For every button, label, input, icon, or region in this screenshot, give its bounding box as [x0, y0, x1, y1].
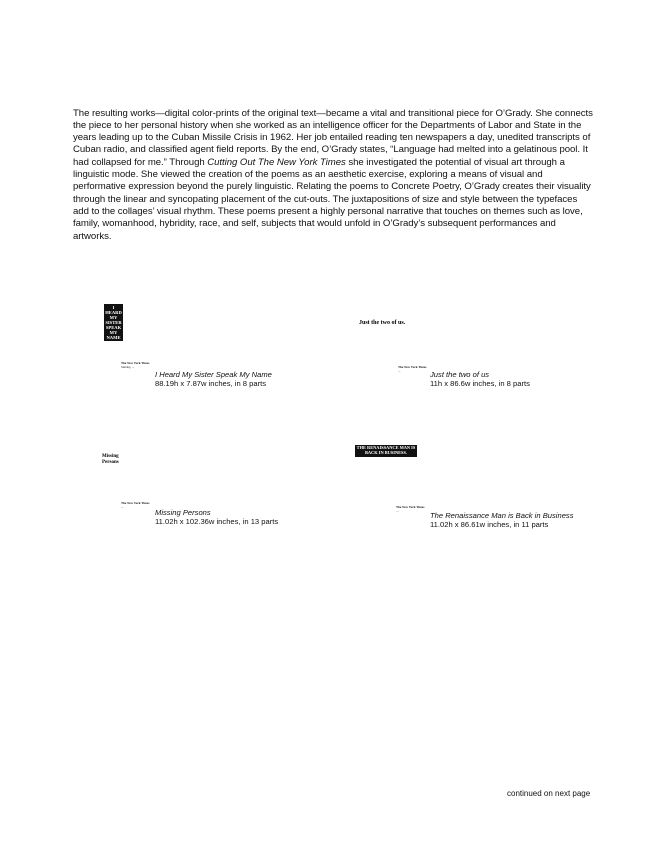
body-paragraph: [73, 108, 593, 243]
artwork-title-4: The Renaissance Man is Back in Business: [430, 511, 574, 520]
artwork-dimensions-1: 88.19h x 7.87w inches, in 8 parts: [155, 379, 267, 389]
masthead-4: The New York Times: [396, 505, 425, 509]
artwork-caption-2: [430, 370, 530, 388]
dateline-1: Sunday, ...: [121, 365, 135, 369]
artwork-title-2: Just the two of us: [430, 370, 490, 379]
clipping-text-2: Just the two of us.: [359, 320, 406, 326]
paragraph-text-1: The resulting works—digital color-prints of the original text—became a vital and transitional piece for O’Grady. She connects the piece to her personal history when she worked as an intelligence officer for the Departments of Labor and State in the years leading up to the Cuban Missile Crisis in 1962. Her job entailed reading ten newspapers a day, unedited transcripts of Cuban radio, and classified agent field reports. By the end, O’Grady states, “Language had melted into a gelatinous pool. It had collapsed for me.” Through: [73, 107, 593, 168]
artwork-title-3: Missing Persons: [155, 508, 211, 517]
masthead-1: The New York Times: [121, 361, 150, 365]
artwork-caption-1: [155, 370, 272, 388]
masthead-2: The New York Times: [398, 365, 427, 369]
artwork-dimensions-4: 11.02h x 86.61w inches, in 11 parts: [430, 520, 549, 530]
paragraph-italic-title: Cutting Out The New York Times: [207, 156, 346, 168]
paragraph-text-2: she investigated the potential of visual art through a linguistic mode. She viewed the creation of the poems as an aesthetic exercise, exploring a means of visual and performative expression beyond the purely linguistic. Relating the poems to Concrete Poetry, O’Grady creates their visuality through the linear and syncopating placement of the cut-outs. The juxtapositions of size and style between the typefaces add to the collages’ visual rhythm. These poems present a highly personal narrative that touches on themes such as love, family, womanhood, hybridity, race, and self, subjects that would unfold in O’Grady’s subsequent performances and artworks.: [73, 156, 591, 242]
artwork-dimensions-3: 11.02h x 102.36w inches, in 13 parts: [155, 517, 279, 527]
masthead-3: The New York Times: [121, 501, 150, 505]
artwork-title-1: I Heard My Sister Speak My Name: [155, 370, 272, 379]
artwork-caption-4: [430, 511, 574, 529]
clipping-text-4: THE RENAISSANCE MAN IS BACK IN BUSINESS.: [356, 445, 416, 455]
dateline-4: ...: [396, 509, 399, 513]
dateline-2: ...: [398, 369, 401, 373]
artwork-caption-3: [155, 508, 278, 526]
clipping-text-3: Missing Persons: [102, 454, 119, 465]
clipping-text-1: I HEARD MY SISTER SPEAK MY NAME: [105, 305, 122, 340]
artwork-dimensions-2: 11h x 86.6w inches, in 8 parts: [430, 379, 530, 389]
continued-note: continued on next page: [507, 789, 591, 798]
dateline-3: ...: [121, 505, 124, 509]
